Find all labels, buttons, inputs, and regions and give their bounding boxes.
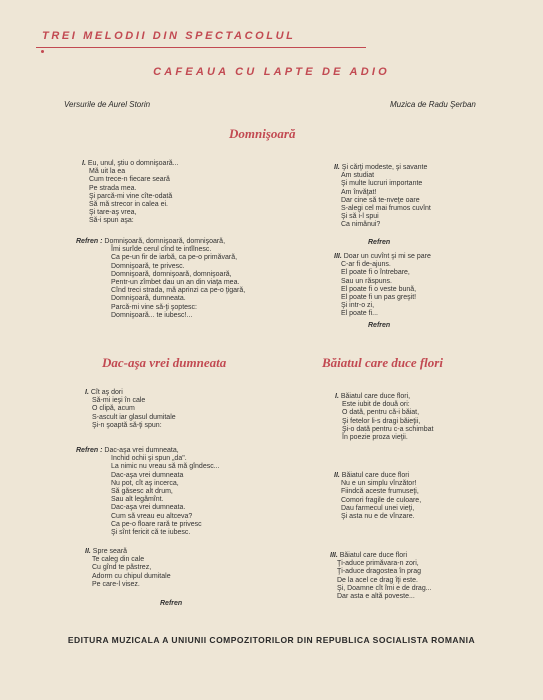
verse-label: III.: [334, 253, 342, 260]
lyric-line: Comori fragile de culoare,: [341, 496, 422, 504]
song3-verse2: [334, 472, 421, 521]
series-divider: [36, 47, 366, 48]
lyric-line: Băiatul care duce flori: [339, 552, 408, 559]
lyric-line: Ca pe-o floare rară te privesc: [111, 520, 202, 528]
lyric-line: Şi cărţi modeste, şi savante: [341, 164, 428, 171]
lyric-line: El poate fi o veste bună,: [341, 285, 417, 293]
lyric-line: S-ascult iar glasul dumitale: [92, 413, 176, 421]
lyric-line: Dac-aşa vrei dumneata.: [111, 504, 186, 512]
song2-verse2: [85, 548, 171, 589]
song1-title: Domnişoară: [229, 126, 296, 141]
lyric-line: Domnişoară, dumneata.: [111, 295, 186, 303]
lyric-line: Inchid ochii şi spun „da".: [111, 455, 187, 463]
lyric-line: Domnişoară... te iubesc!...: [111, 311, 193, 319]
lyric-line: Doar un cuvînt şi mi se pare: [343, 253, 431, 260]
song1-verse3: [334, 253, 431, 319]
lyric-line: Dar cine să te-nveţe oare: [341, 196, 420, 204]
lyric-line: Fiindcă aceste frumuseţi,: [341, 488, 419, 496]
lyric-line: S-alegi cel mai frumos cuvînt: [341, 205, 431, 213]
lyricist-credit: [64, 100, 150, 109]
lyric-line: Şi, Doamne cît îmi e de drag...: [337, 584, 432, 592]
lyric-line: El poate fi...: [341, 310, 378, 318]
lyric-line: O dată, pentru că-i băiat,: [342, 409, 420, 417]
lyric-line: El poate fi o întrebare,: [341, 269, 410, 277]
song1-verse1: [82, 160, 179, 226]
show-title: CAFEAUA CU LAPTE DE ADIO: [153, 66, 390, 78]
verse-label: I.: [82, 160, 86, 167]
refrain-label: Refren :: [76, 238, 103, 245]
song1-refrain-ref-2: Refren: [368, 322, 391, 329]
lyric-line: Ca pe-un fir de iarbă, ca pe-o primăvară,: [111, 254, 238, 262]
lyric-line: La nimic nu vreau să mă gîndesc...: [111, 463, 220, 471]
lyric-line: Nu pot, cît aş incerca,: [111, 479, 179, 487]
lyric-line: Cînd treci strada, mă aprinzi ca pe-o ţigară,: [111, 287, 246, 295]
lyric-line: Spre seară: [92, 548, 128, 555]
song2-title: Dac-aşa vrei dumneata: [102, 355, 227, 370]
lyric-line: Băiatul care duce flori,: [340, 393, 411, 400]
lyric-line: Şi parcă-mi vine cîte-odată: [89, 192, 173, 200]
song2-refrain-ref: Refren: [160, 600, 183, 607]
composer-prefix: Muzica de: [390, 100, 427, 109]
lyric-line: Şi să i-l spui: [341, 213, 379, 221]
lyric-line: Ţi-aduce primăvara-n zori,: [337, 560, 419, 568]
lyric-line: Băiatul care duce flori: [341, 472, 410, 479]
verse-label: III.: [330, 552, 338, 559]
song2-refrain: [76, 447, 220, 537]
lyricist-name: Aurel Storin: [108, 100, 151, 109]
lyric-line: Cum să vreau eu altceva?: [111, 512, 193, 520]
lyric-line: Pe strada mea.: [89, 184, 137, 192]
lyric-line: Să-mi ieşi în cale: [92, 397, 146, 405]
lyric-line: Mă uit la ea: [89, 168, 126, 176]
lyric-line: Şi-n şoaptă să-ţi spun:: [92, 421, 162, 429]
verse-label: I.: [335, 393, 339, 400]
lyric-line: Domnişoară, domnişoară, domnişoară,: [111, 270, 232, 278]
lyric-line: Sau un răspuns.: [341, 277, 392, 285]
lyric-line: Să mă strecor in calea ei.: [89, 201, 168, 209]
song3-title: Băiatul care duce flori: [322, 355, 443, 370]
lyric-line: Este iubit de două ori:: [342, 401, 410, 409]
lyric-line: Dac-aşa vrei dumneata,: [104, 447, 179, 454]
composer-credit: [390, 100, 476, 109]
lyric-line: Dau farmecul unei vieţi,: [341, 504, 415, 512]
lyric-line: Şi multe lucruri importante: [341, 180, 423, 188]
lyric-line: Să găsesc alt drum,: [111, 488, 173, 496]
lyric-line: Dar asta e altă poveste...: [337, 593, 415, 601]
lyric-line: Eu, unul, ştiu o domnişoară...: [87, 160, 179, 167]
song3-verse1: [335, 393, 433, 442]
lyric-line: Sau alt legămînt.: [111, 496, 164, 504]
composer-name: Radu Şerban: [428, 100, 476, 109]
lyric-line: O clipă, acum: [92, 405, 135, 413]
song3-verse3: [330, 552, 432, 601]
series-bullet: [41, 50, 44, 53]
lyric-line: În poezie proza vieţii.: [342, 434, 408, 442]
lyric-line: Am studiat: [341, 172, 375, 180]
lyric-line: Şi-o dată pentru c-a schimbat: [342, 425, 434, 433]
series-title: TREI MELODII DIN SPECTACOLUL: [42, 30, 296, 42]
lyric-line: De la acel ce drag îţi este.: [337, 576, 418, 584]
lyric-line: Pe care-l visez.: [92, 580, 140, 588]
lyric-line: Îmi surîde cerul cînd te intîlnesc.: [111, 246, 212, 254]
publisher-footer: EDITURA MUZICALA A UNIUNII COMPOZITORILOR DIN REPUBLICA SOCIALISTA ROMANIA: [67, 635, 476, 645]
lyric-line: Şi tare-aş vrea,: [89, 209, 137, 217]
song2-verse1: [85, 389, 176, 430]
lyric-line: Am învăţat!: [341, 188, 377, 196]
lyric-line: Dac-aşa vrei dumneata: [111, 471, 184, 479]
lyric-line: Te caleg din cale: [92, 556, 145, 564]
lyric-line: Parcă-mi vine să-ţi şoptesc:: [111, 303, 197, 311]
lyric-line: Şi sînt fericit că te iubesc.: [111, 529, 191, 537]
verse-label: I.: [85, 389, 89, 396]
lyric-line: Domnişoară, te privesc.: [111, 262, 185, 270]
lyric-line: Nu e un simplu vînzător!: [341, 480, 417, 488]
lyric-line: Şi asta nu e de vînzare.: [341, 513, 415, 521]
song1-refrain: [76, 238, 245, 320]
lyric-line: Ca nimănui?: [341, 221, 381, 229]
lyric-line: Cît aş dori: [90, 389, 123, 396]
verse-label: II.: [85, 548, 91, 555]
verse-label: II.: [334, 472, 340, 479]
refrain-label: Refren :: [76, 447, 103, 454]
lyric-line: Cu gînd te păstrez,: [92, 564, 152, 572]
lyric-line: Şi intr-o zi,: [341, 302, 375, 310]
lyric-line: El poate fi un pas greşit!: [341, 294, 417, 302]
song1-verse2: [334, 164, 431, 230]
verse-label: II.: [334, 164, 340, 171]
lyric-line: C-ar fi de-ajuns.: [341, 261, 391, 269]
lyricist-prefix: Versurile de: [64, 100, 107, 109]
song1-refrain-ref-1: Refren: [368, 239, 391, 246]
lyric-line: Ţi-aduce dragostea în prag: [337, 568, 422, 576]
lyric-line: Şi fetelor li-s dragi băieţii,: [342, 417, 421, 425]
lyric-line: Pentr-un zîmbet dau un an din viaţa mea.: [111, 279, 240, 287]
lyric-line: Domnişoară, domnişoară, domnişoară,: [104, 238, 226, 245]
lyric-line: Adorm cu chipul dumitale: [92, 572, 171, 580]
lyric-line: Să-i spun aşa:: [89, 217, 134, 225]
lyric-line: Cum trece-n fiecare seară: [89, 176, 170, 184]
